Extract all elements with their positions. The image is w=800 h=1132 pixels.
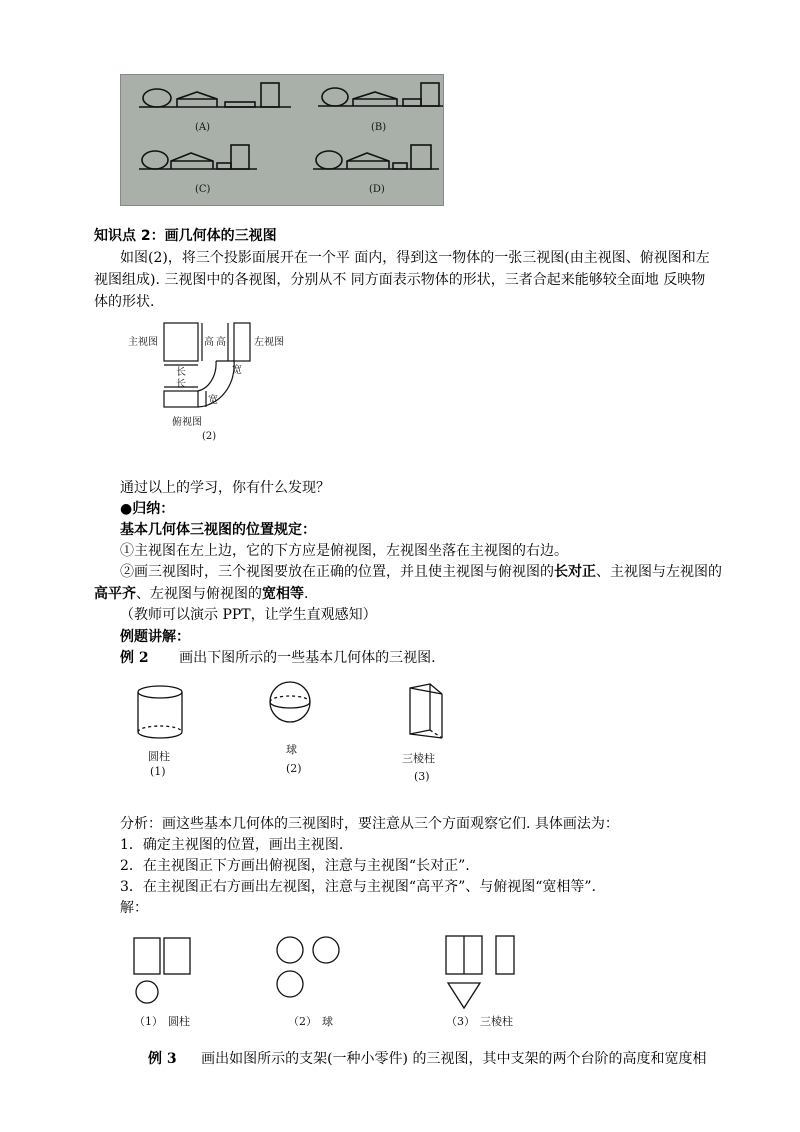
rule-2-emph-1: 长对正 [554,564,596,580]
shape-name-prism: 三棱柱 [402,752,435,765]
height-label-2: 高 [216,337,226,348]
option-a-drawing [139,83,291,107]
sphere-three-views [277,937,339,997]
three-view-diagram [120,315,320,445]
shape-name-sphere: 球 [286,743,297,756]
option-d-drawing [313,145,439,169]
left-view-label: 左视图 [254,337,284,348]
length-label-2: 长 [176,379,186,390]
answer-name-3: 三棱柱 [480,1015,513,1028]
main-view-rect [164,323,198,361]
answer-num-3: （3） [446,1015,475,1028]
section2-para-line1: 如图(2)，将三个投影面展开在一个平 面内，得到这一物体的一张三视图(由主视图、俯视图和左 [120,250,710,266]
examples-header: 例题讲解： [120,629,190,645]
main-view-label: 主视图 [128,337,158,348]
options-photo-drawing [121,75,443,205]
example3-label: 例 3 [148,1051,177,1067]
top-view-rect [164,391,198,407]
rule-2-emph-3: 宽相等 [262,586,304,602]
answer-name-1: 圆柱 [168,1015,190,1028]
width-label-1: 宽 [232,365,242,376]
example2-label: 例 2 [120,650,149,666]
option-label-a: (A) [195,122,211,133]
step-3: 3．在主视图正右方画出左视图，注意与主视图“高平齐”、与俯视图“宽相等”. [120,879,596,895]
figure2-caption: (2) [202,431,217,442]
shape-name-cylinder: 圆柱 [148,750,170,763]
section2-para-line3: 体的形状. [94,294,155,310]
step-2: 2．在主视图正下方画出俯视图，注意与主视图“长对正”. [120,858,470,874]
shape-num-cylinder: (1) [150,765,166,778]
option-c-drawing [139,145,257,169]
example2-text: 画出下图所示的一些基本几何体的三视图. [179,650,436,666]
option-b-drawing [318,83,443,106]
rule-2-text-a: ②画三视图时，三个视图要放在正确的位置，并且使主视图与俯视图的 [120,564,554,580]
top-view-label: 俯视图 [172,417,202,428]
cylinder-three-views [134,938,190,1003]
length-label-1: 长 [176,367,186,378]
example3-text: 画出如图所示的支架(一种小零件) 的三视图，其中支架的两个台阶的高度和宽度相 [201,1051,707,1067]
rule-2-line1 [120,563,722,581]
rule-2-text-g: . [304,586,309,602]
width-label-2: 宽 [208,395,218,406]
rule-title: 基本几何体三视图的位置规定： [120,522,316,538]
option-label-b: (B) [371,122,387,133]
example2-line [120,649,436,667]
shape-num-prism: (3) [414,770,430,783]
sphere-drawing [270,682,310,722]
solution-label: 解： [120,900,148,916]
rule-1: ①主视图在左上边，它的下方应是俯视图，左视图坐落在主视图的右边。 [120,543,568,559]
summary-label: ●归纳： [120,501,175,517]
example3-line [148,1050,706,1068]
height-label-1: 高 [204,337,214,348]
option-label-d: (D) [369,184,385,195]
cylinder-drawing [138,686,182,738]
section2-para-line2: 视图组成). 三视图中的各视图，分别从不 同方面表示物体的形状，三者合起来能够较全面地 反映物 [94,272,706,288]
rule-2-text-e: 、左视图与俯视图的 [136,586,262,602]
step-1: 1．确定主视图的位置，画出主视图. [120,837,344,853]
answer-num-2: （2） [288,1015,317,1028]
triangular-prism-drawing [410,684,442,738]
analysis-text: 分析：画这些基本几何体的三视图时，要注意从三个方面观察它们. 具体画法为： [120,816,619,832]
option-label-c: (C) [195,184,211,195]
solids-figure [120,680,460,790]
discovery-question: 通过以上的学习，你有什么发现？ [120,480,330,496]
rule-2-emph-2: 高平齐 [94,586,136,602]
options-photo [120,74,444,206]
solution-figure [120,928,540,1038]
shape-num-sphere: (2) [286,762,302,775]
answer-name-2: 球 [322,1015,333,1028]
prism-three-views [446,936,514,1008]
answer-num-1: （1） [134,1015,163,1028]
left-view-rect [234,323,250,361]
rule-2-text-c: 、主视图与左视图的 [596,564,722,580]
section2-heading: 知识点 2：画几何体的三视图 [94,228,277,244]
rule-2-line2 [94,585,308,603]
teacher-note: （教师可以演示 PPT，让学生直观感知） [120,607,377,623]
